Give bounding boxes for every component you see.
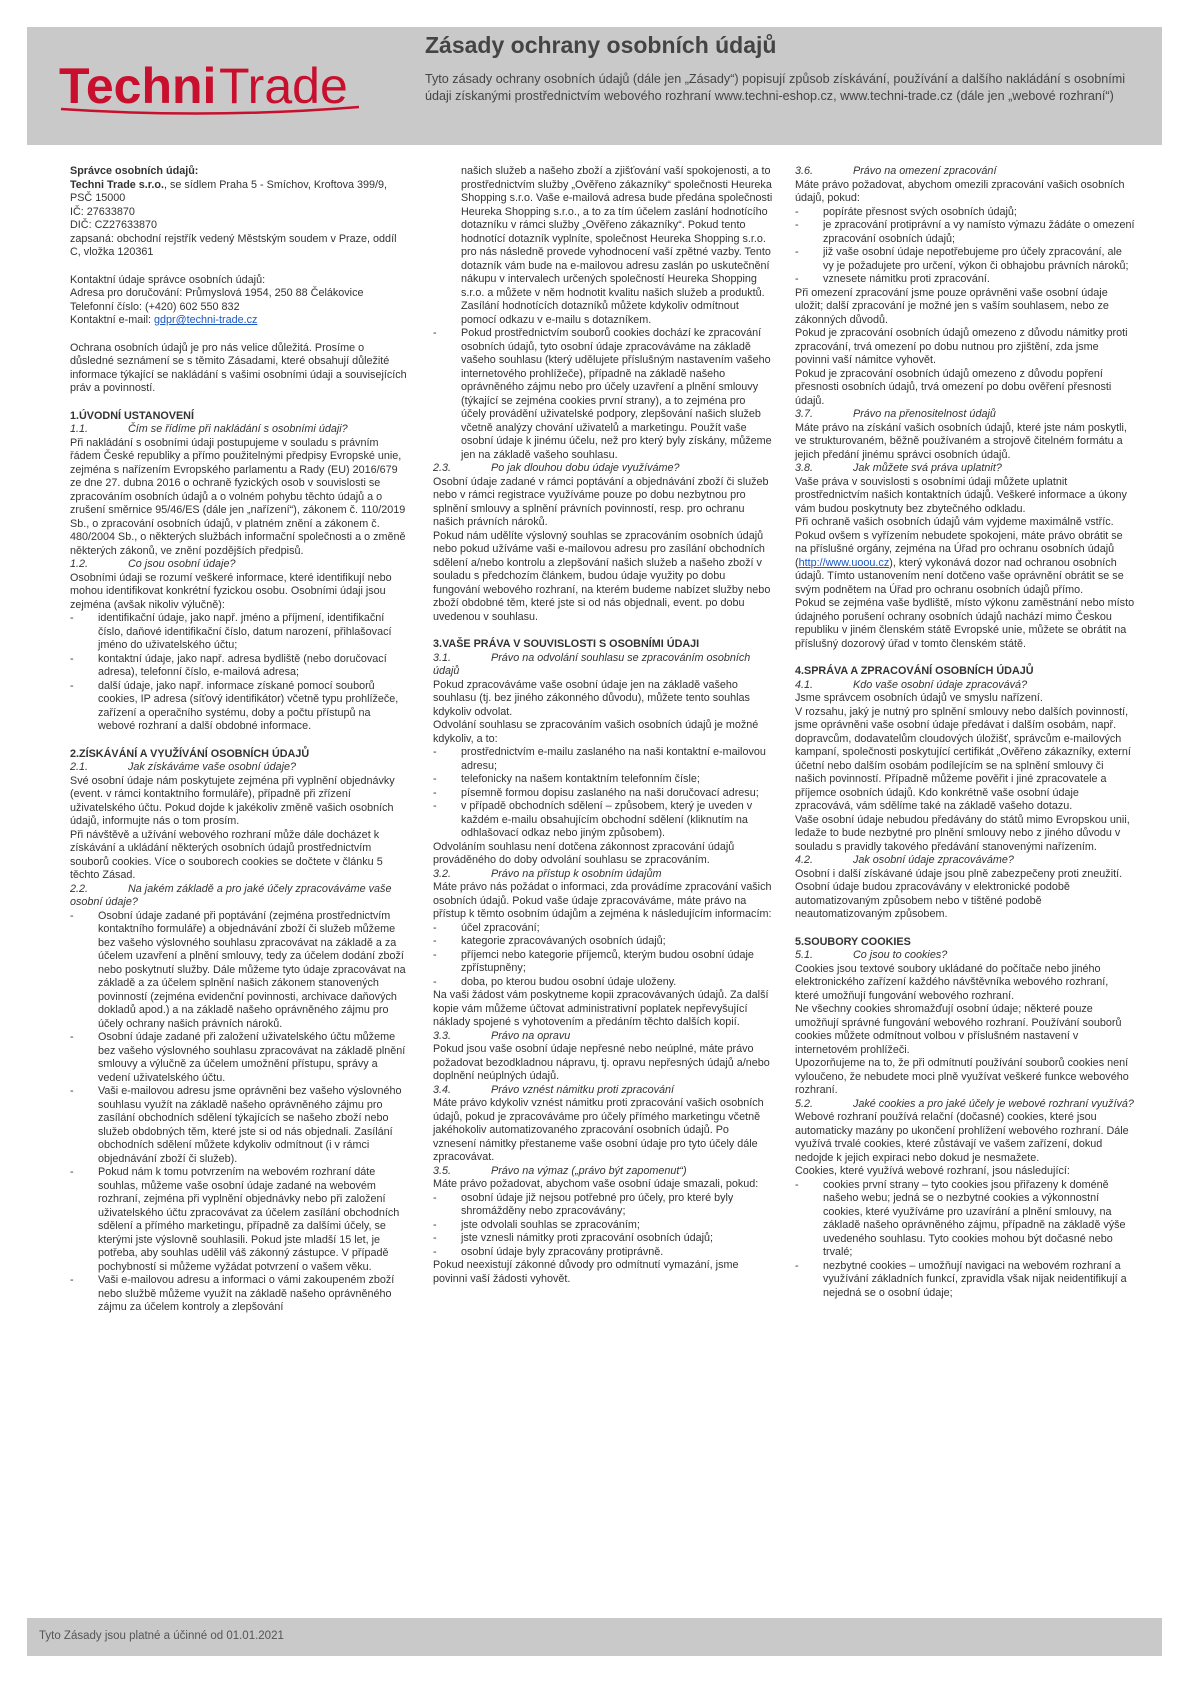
phone: Telefonní číslo: (+420) 602 550 832 <box>70 300 240 313</box>
section-4-heading: 4.SPRÁVA A ZPRACOVÁNÍ OSOBNÍCH ÚDAJŮ <box>795 665 1034 677</box>
subsection-number: 4.2. <box>795 854 814 866</box>
subsection-number: 3.8. <box>795 462 814 474</box>
list-item: - Vaši e-mailovou adresu jsme oprávněni bez vašeho výslovného souhlasu využít na základě našeho oprávněného zájmu pro zasílání obchodních sdělení týkajících se našeho zboží nebo služeb obdobných těm, které jste si od nás objednali. Zasílání obchodních sdělení můžete kdykoliv odmítnout (i v rámci objednávání zboží či služeb). <box>70 1085 410 1166</box>
subsection-number: 3.5. <box>433 1164 452 1177</box>
list-item: - Vaši e-mailovou adresu a informaci o vámi zakoupeném zboží nebo službě můžeme využít na základě našeho oprávněného zájmu za účelem kontroly a zlepšování <box>70 1274 410 1315</box>
list-item: - již vaše osobní údaje nepotřebujeme pro účely zpracování, ale vy je požadujete pro určení, výkon či obhajobu právních nároků; <box>795 246 1135 273</box>
paragraph: Vaše práva v souvislosti s osobními údaji můžete uplatnit prostřednictvím našich kontaktních údajů. Veškeré informace a úkony vám budou poskytnuty bez zbytečného odkladu. <box>795 475 1127 515</box>
subsection-title: Právo na odvolání souhlasu se zpracováním osobních údajů <box>433 651 751 677</box>
subsection-number: 2.2. <box>70 882 89 895</box>
svg-text:Techni: Techni <box>59 58 217 114</box>
subsection-title: Právo na opravu <box>491 1029 571 1042</box>
list-item: - telefonicky na našem kontaktním telefonním čísle; <box>433 773 773 787</box>
subsection-title: Jak můžete svá práva uplatnit? <box>853 462 1002 474</box>
subsection-title: Čím se řídíme při nakládání s osobními údaji? <box>128 423 348 435</box>
subsection-number: 4.1. <box>795 678 814 691</box>
column-1 <box>70 165 410 1315</box>
list-item: - kategorie zpracovávaných osobních údajů; <box>433 935 773 949</box>
paragraph: Pokud neexistují zákonné důvody pro odmítnutí vymazání, jsme povinni vaší žádosti vyhovět. <box>433 1259 739 1285</box>
paragraph: V rozsahu, jaký je nutný pro splnění smlouvy nebo dalších povinností, jsme oprávněni vaše osobní údaje předávat i dalším osobám, např. dopravcům, dodavatelům cloudových úložišť, správcům e-mailových kampaní, společnosti poskytující certifikát „Ověřeno zákazníky, externí účetní nebo dalším osobám podílejícím se na splnění smlouvy či našich povinností. Případně můžeme pověřit i jiné zpracovatele a příjemce osobních údajů. Kdo konkrétně vaše osobní údaje zpracovává, vám sdělíme také na základě vašeho dotazu. <box>795 705 1131 812</box>
subsection-number: 3.3. <box>433 1029 452 1042</box>
paragraph: Odvolání souhlasu se zpracováním vašich osobních údajů je možné kdykoliv, a to: <box>433 719 759 745</box>
list-item: - v případě obchodních sdělení – způsobem, který je uveden v každém e-mailu obsahujícím obchodní sdělení (kliknutím na odhlašovací odkaz nebo jiným způsobem). <box>433 800 773 841</box>
list-item: - další údaje, jako např. informace získané pomocí souborů cookies, IP adresa (síťový identifikátor) včetně typu prohlížeče, zařízení a operačního systému, doby a počtu přístupů na webové rozhraní a další obdobné informace. <box>70 680 410 734</box>
list-item: - příjemci nebo kategorie příjemců, kterým budou osobní údaje zpřístupněny; <box>433 949 773 976</box>
paragraph: Při omezení zpracování jsme pouze oprávněni vaše osobní údaje uložit; další zpracování je možné jen s vaším souhlasem, nebo ze zákonných důvodů. <box>795 286 1109 326</box>
paragraph: Osobními údaji se rozumí veškeré informace, které identifikují nebo mohou identifikovat konkrétní fyzickou osobu. Osobními údaji jsou zejména (avšak nikoliv výlučně): <box>70 571 392 611</box>
list-item: - identifikační údaje, jako např. jméno a příjmení, identifikační číslo, daňové identifikační číslo, datum narození, přihlašovací jméno do uživatelského účtu; <box>70 612 410 653</box>
paragraph: Pokud je zpracování osobních údajů omezeno z důvodu popření přesnosti osobních údajů, trvá omezení po dobu ověření přesnosti údajů. <box>795 367 1112 407</box>
subsection-title: Na jakém základě a pro jaké účely zpracováváme vaše osobní údaje? <box>70 882 392 908</box>
list-item: - Pokud prostřednictvím souborů cookies dochází ke zpracování osobních údajů, tyto osobní údaje zpracováváme na základě vašeho souhlasu (který udělujete příslušným nastavením vašeho internetového prohlížeče), případně na základě našeho oprávněného zájmu nebo pro účely uzavření a plnění smlouvy (týkající se zejména cookies první strany), a to zejména pro účely provádění uživatelské podpory, zlepšování našich služeb včetně analýzy chování uživatelů a marketingu. Použít vaše osobní údaje k jinému účelu, než pro který byly získány, můžeme jen na základě vašeho souhlasu. <box>433 327 773 462</box>
subsection-1-2 <box>70 558 410 572</box>
paragraph: Osobní údaje zadané v rámci poptávání a objednávání zboží či služeb nebo v rámci registrace využíváme pouze po dobu nezbytnou pro splnění smlouvy a splnění právních povinností, resp. pro ochranu našich právních nároků. <box>433 475 769 528</box>
list-item: - popíráte přesnost svých osobních údajů; <box>795 206 1135 220</box>
list-item: - doba, po kterou budou osobní údaje uloženy. <box>433 976 773 990</box>
paragraph: Při návštěvě a užívání webového rozhraní může dále docházet k získávání a ukládání některých osobních údajů prostřednictvím souborů cookies. Více o souborech cookies se dočtete v článku 5 těchto Zásad. <box>70 828 383 881</box>
intro-paragraph: Ochrana osobních údajů je pro nás velice důležitá. Prosíme o důsledné seznámení se s těmito Zásadami, které obsahují důležité informace týkající se nakládání s vašimi osobními údaji a souvisejících práv a povinností. <box>70 341 407 394</box>
email-link[interactable]: gdpr@techni-trade.cz <box>154 314 258 326</box>
document-footer <box>27 1618 1162 1656</box>
paragraph: Odvoláním souhlasu není dotčena zákonnost zpracování údajů prováděného do doby odvolání souhlasu se zpracováním. <box>433 840 735 866</box>
subsection-3-5 <box>433 1165 773 1179</box>
intro-text: Tyto zásady ochrany osobních údajů (dále jen „Zásady“) popisují způsob získávání, používání a dalšího nakládání s osobními údaji získanými prostřednictvím webového rozhraní www.techni-eshop.cz, www.techni-trade.cz (dále jen „webové rozhraní“) <box>425 72 1126 103</box>
subsection-5-2 <box>795 1098 1135 1112</box>
list-item: - Pokud nám k tomu potvrzením na webovém rozhraní dáte souhlas, můžeme vaše osobní údaje zadané na webovém rozhraní, zejména při vyplnění objednávky nebo při založení uživatelského účtu zpracovávat za účelem zasílání obchodních sdělení a přímého marketingu, případně za dalšími účely, se kterými jste výslovně souhlasili. Pokud jste mladší 15 let, je potřeba, aby souhlas udělil váš zákonný zástupce. V případě pochybností si můžeme vyžádat potvrzení o vašem věku. <box>70 1166 410 1274</box>
paragraph: Webové rozhraní používá relační (dočasné) cookies, které jsou automaticky mazány po ukončení prohlížení webového rozhraní. Dále využívá trvalé cookies, které zůstávají ve vašem zařízení, dokud nedojde k jejich expiraci nebo dokud je nesmažete. <box>795 1111 1129 1164</box>
subsection-3-6 <box>795 165 1135 179</box>
document-header <box>27 27 1162 145</box>
subsection-2-3 <box>433 462 773 476</box>
techni-trade-logo <box>59 57 389 117</box>
paragraph-part: Při ochraně vašich osobních údajů vám vyjdeme maximálně vstříc. Pokud ovšem s vyřízením nebudete spokojeni, máte právo obrátit se na příslušné orgány, zejména na Úřad pro ochranu osobních údajů ( <box>795 516 1123 569</box>
register: zapsaná: obchodní rejstřík vedený Městským soudem v Praze, oddíl C, vložka 120361 <box>70 232 397 258</box>
subsection-title: Právo na přístup k osobním údajům <box>491 867 662 880</box>
subsection-number: 3.6. <box>795 165 814 177</box>
subsection-title: Právo na přenositelnost údajů <box>853 408 996 420</box>
paragraph: Cookies, které využívá webové rozhraní, jsou následující: <box>795 1165 1070 1177</box>
paragraph: Pokud je zpracování osobních údajů omezeno z důvodu námitky proti zpracování, trvá omezení po dobu nutnou pro zjištění, zda jsme povinni vaší námitce vyhovět. <box>795 327 1128 366</box>
company-name: Techni Trade s.r.o. <box>70 178 165 191</box>
list-item: - nezbytné cookies – umožňují navigaci na webovém rozhraní a využívání základních funkcí, zpravidla však nijak neidentifikují a nejedná se o osobní údaje; <box>795 1260 1135 1301</box>
subsection-number: 3.2. <box>433 867 452 880</box>
subsection-number: 5.2. <box>795 1097 814 1110</box>
subsection-number: 2.3. <box>433 462 452 474</box>
subsection-2-2 <box>70 883 410 910</box>
paragraph: Své osobní údaje nám poskytujete zejména při vyplnění objednávky (event. v rámci kontaktního formuláře), případně při zřízení uživatelského účtu. Pokud dojde k jakékoliv změně vašich osobních údajů, informujte nás o tom prosím. <box>70 774 395 827</box>
paragraph: Máte právo na získání vašich osobních údajů, které jste nám poskytli, ve strukturovaném, běžně používaném a strojově čitelném formátu a jejich předání jinému správci osobních údajů. <box>795 421 1127 461</box>
uoou-link[interactable]: http://www.uoou.cz <box>798 556 890 569</box>
svg-text:Trade: Trade <box>219 58 348 114</box>
paragraph: Máte právo požadovat, abychom omezili zpracování vašich osobních údajů, pokud: <box>795 178 1125 204</box>
paragraph: Vaše osobní údaje nebudou předávány do států mimo Evropskou unii, ledaže to bude nezbytné pro plnění smlouvy nebo z jiného důvodu v souladu s pravidly takového předávání stanovenými nařízením. <box>795 813 1130 853</box>
paragraph: Jsme správcem osobních údajů ve smyslu nařízení. <box>795 692 1043 704</box>
subsection-3-7 <box>795 408 1135 422</box>
subsection-2-1 <box>70 761 410 775</box>
subsection-3-4 <box>433 1084 773 1098</box>
section-3-heading: 3.VAŠE PRÁVA V SOUVISLOSTI S OSOBNÍMI ÚDAJI <box>433 638 700 650</box>
paragraph-part: ), který vykonává dozor nad ochranou osobních údajů. Tímto ustanovením není dotčeno vaše oprávnění obrátit se se svým podnětem na Úřad pro ochranu osobních údajů přímo. <box>795 556 1124 596</box>
subsection-1-1 <box>70 423 410 437</box>
subsection-title: Právo na výmaz („právo být zapomenut“) <box>491 1164 687 1177</box>
list-item: - kontaktní údaje, jako např. adresa bydliště (nebo doručovací adresa), telefonní číslo, e-mailová adresa; <box>70 653 410 680</box>
subsection-4-2 <box>795 854 1135 868</box>
list-item: - osobní údaje byly zpracovány protiprávně. <box>433 1246 773 1260</box>
subsection-title: Jak osobní údaje zpracováváme? <box>853 854 1014 866</box>
subsection-5-1 <box>795 949 1135 963</box>
controller-heading: Správce osobních údajů: <box>70 165 199 177</box>
paragraph: Pokud zpracováváme vaše osobní údaje jen na základě vašeho souhlasu (tj. bez jiného zákonného důvodu), můžete tento souhlas kdykoliv odvolat. <box>433 678 750 718</box>
list-item: - jste vznesli námitky proti zpracování osobních údajů; <box>433 1232 773 1246</box>
paragraph: Pokud nám udělíte výslovný souhlas se zpracováním osobních údajů nebo pokud užíváme vaši e-mailovou adresu pro zasílání obchodních sdělení a/nebo kontrolu a zlepšování našich služeb a našeho zboží v souladu s předchozím článkem, budou údaje využity po dobu fungování webového rozhraní, na kterém budeme nabízet služby nebo zboží obdobné těm, které jste si od nás objednali, event. po dobu uvedenou v souhlasu. <box>433 529 771 623</box>
subsection-3-8 <box>795 462 1135 476</box>
email-label: Kontaktní e-mail: <box>70 314 155 326</box>
paragraph: Na vaši žádost vám poskytneme kopii zpracovávaných údajů. Za další kopie vám můžeme účtovat administrativní poplatek nepřevyšující náklady spojené s vyhotovením a předáním těchto dalších kopií. <box>433 989 769 1028</box>
subsection-title: Po jak dlouhou dobu údaje využíváme? <box>491 462 680 474</box>
subsection-number: 3.4. <box>433 1083 452 1096</box>
list-item-continued: našich služeb a našeho zboží a zjišťování vaší spokojenosti, a to prostřednictvím služby „Ověřeno zákazníky“ společnosti Heureka Shopping s.r.o. Vaše e-mailová adresa bude předána společnosti Heureka Shopping s.r.o., a to za tím účelem zaslání hodnotícího dotazníku v rámci služby „Ověřeno zákazníky“. Pokud tento hodnotící dotazník vyplníte, společnost Heureka Shopping s.r.o. pro nás následně provede vyhodnocení vaší zpětné vazby. Tento dotazník vám bude na e-mailovou adresu zaslán po uskutečnění nákupu v intervalech určených společností Heureka Shopping s.r.o. a můžete v něm hodnotit kvalitu našich služeb a produktů. Zasílání hodnotících dotazníků můžete kdykoliv odmítnout pomocí odkazu v e-mailu s dotazníkem. <box>461 165 773 326</box>
dic: DIČ: CZ27633870 <box>70 219 158 231</box>
list-item: - písemně formou dopisu zaslaného na naši doručovací adresu; <box>433 787 773 801</box>
subsection-number: 3.7. <box>795 408 814 420</box>
section-5-heading: 5.SOUBORY COOKIES <box>795 935 911 948</box>
paragraph: Pokud jsou vaše osobní údaje nepřesné nebo neúplné, máte právo požadovat bezodkladnou nápravu, tj. opravu nepřesných údajů a/nebo doplnění neúplných údajů. <box>433 1043 770 1082</box>
list-item: - je zpracování protiprávní a vy namísto výmazu žádáte o omezení zpracování osobních údajů; <box>795 219 1135 246</box>
list-item: - Osobní údaje zadané při poptávání (zejména prostřednictvím kontaktního formuláře) a objednávání zboží či služeb můžeme bez vašeho výslovného souhlasu zpracovávat na základě a za účelem uzavření a plnění smlouvy, tedy za účelem dodání zboží nebo poskytnutí služby. Dále můžeme tyto údaje zpracovávat na základě a za účelem splnění našich zákonem stanovených povinností (zejména evidenční povinnosti, archivace daňových dokladů apod.) a na základě našeho oprávněného zájmu pro účely ochrany našich právních nároků. <box>70 910 410 1032</box>
paragraph: Při nakládání s osobními údaji postupujeme v souladu s právním řádem České republiky a přímo použitelnými předpisy Evropské unie, zejména s nařízením Evropského parlamentu a Rady (EU) 2016/679 ze dne 27. dubna 2016 o ochraně fyzických osob v souvislosti se zpracováním osobních údajů a o volném pohybu těchto údajů a o zrušení směrnice 95/46/ES (dále jen „nařízení“), zákonem č. 110/2019 Sb., o zpracování osobních údajů, v platném znění a zákonem č. 480/2004 Sb., o některých službách informační společnosti a o změně některých zákonů, ve znění pozdějších předpisů. <box>70 436 406 557</box>
paragraph: Osobní i další získávané údaje jsou plně zabezpečeny proti zneužití. Osobní údaje budou zpracovávány v elektronické podobě automatizovaným způsobem nebo v tištěné podobě neautomatizovaným způsobem. <box>795 867 1123 920</box>
list-item: - prostřednictvím e-mailu zaslaného na naši kontaktní e-mailovou adresu; <box>433 746 773 773</box>
subsection-title: Jaké cookies a pro jaké účely je webové rozhraní využívá? <box>853 1097 1134 1110</box>
list-item: - vznesete námitku proti zpracování. <box>795 273 1135 287</box>
section-1-heading: 1.ÚVODNÍ USTANOVENÍ <box>70 409 194 422</box>
subsection-3-3 <box>433 1030 773 1044</box>
subsection-title: Co jsou osobní údaje? <box>128 558 236 570</box>
column-2 <box>433 165 773 1286</box>
list-item: - jste odvolali souhlas se zpracováním; <box>433 1219 773 1233</box>
list-item: - cookies první strany – tyto cookies jsou přiřazeny k doméně našeho webu; jedná se o nezbytné cookies a výkonnostní cookies, které využíváme pro uzavírání a plnění smlouvy, na základě našeho oprávněného zájmu, případně na základě výše uvedeného souhlasu. Tyto cookies mohou být dočasné nebo trvalé; <box>795 1179 1135 1260</box>
paragraph-with-link <box>795 516 1135 597</box>
subsection-title: Kdo vaše osobní údaje zpracovává? <box>853 678 1028 691</box>
paragraph: Máte právo kdykoliv vznést námitku proti zpracování vašich osobních údajů, pokud je zpracováváme pro účely přímého marketingu včetně jakéhokoliv automatizovaného zpracování osobních údajů. Po vznesení námitky přestaneme vaše osobní údaje pro tyto účely dále zpracovávat. <box>433 1097 764 1163</box>
subsection-title: Jak získáváme vaše osobní údaje? <box>128 761 297 773</box>
paragraph: Máte právo nás požádat o informaci, zda provádíme zpracování vašich osobních údajů. Pokud vaše údaje zpracováváme, máte právo na přístup k těmto osobním údajům a zejména k následujícím informacím: <box>433 881 772 920</box>
list-item: - osobní údaje již nejsou potřebné pro účely, pro které byly shromážděny nebo zpracovávány; <box>433 1192 773 1219</box>
subsection-title: Právo na omezení zpracování <box>853 165 997 177</box>
paragraph: Máte právo požadovat, abychom vaše osobní údaje smazali, pokud: <box>433 1178 759 1190</box>
subsection-4-1 <box>795 679 1135 693</box>
column-3 <box>795 165 1135 1300</box>
section-2-heading: 2.ZÍSKÁVÁNÍ A VYUŽÍVÁNÍ OSOBNÍCH ÚDAJŮ <box>70 747 310 760</box>
email-line <box>70 314 410 328</box>
subsection-3-1 <box>433 652 773 679</box>
subsection-number: 2.1. <box>70 761 89 773</box>
subsection-number: 1.1. <box>70 423 89 435</box>
delivery-address: Adresa pro doručování: Průmyslová 1954, 250 88 Čelákovice <box>70 287 364 299</box>
paragraph: Upozorňujeme na to, že při odmítnutí používání souborů cookies není vyloučeno, že nebudete moci plně využívat veškeré funkce webového rozhraní. <box>795 1057 1129 1096</box>
company-address: , se sídlem Praha 5 - Smíchov, Kroftova 399/9, PSČ 15000 <box>70 178 388 204</box>
ico: IČ: 27633870 <box>70 205 135 218</box>
subsection-number: 5.1. <box>795 949 814 961</box>
subsection-3-2 <box>433 868 773 882</box>
paragraph: Cookies jsou textové soubory ukládané do počítače nebo jiného elektronického zařízení každého návštěvníka webového rozhraní, které umožňují fungování webového rozhraní. <box>795 962 1109 1002</box>
list-item: - Osobní údaje zadané při založení uživatelského účtu můžeme bez vašeho výslovného souhlasu zpracovávat na základě plnění smlouvy a výlučně za účelem umožnění přístupu, správy a vedení uživatelského účtu. <box>70 1031 410 1085</box>
page-title: Zásady ochrany osobních údajů <box>425 32 777 58</box>
list-item: - účel zpracování; <box>433 922 773 936</box>
contact-heading: Kontaktní údaje správce osobních údajů: <box>70 273 266 286</box>
validity-note: Tyto Zásady jsou platné a účinné od 01.01.2021 <box>39 1630 284 1642</box>
subsection-number: 3.1. <box>433 651 452 664</box>
subsection-title: Právo vznést námitku proti zpracování <box>491 1083 675 1096</box>
subsection-title: Co jsou to cookies? <box>853 949 948 961</box>
paragraph: Pokud se zejména vaše bydliště, místo výkonu zaměstnání nebo místo údajného porušení ochrany osobních údajů nachází mimo Českou republiku v jiném členském státě Evropské unie, můžete se obrátit na příslušný dozorový úřad v tomto členském státě. <box>795 597 1135 650</box>
company-line <box>70 179 410 206</box>
subsection-number: 1.2. <box>70 558 89 570</box>
paragraph: Ne všechny cookies shromažďují osobní údaje; některé pouze umožňují správné fungování webového rozhraní. Používání souborů cookies můžete odmítnout volbou v příslušném nastavení v internetovém prohlížeči. <box>795 1003 1122 1056</box>
